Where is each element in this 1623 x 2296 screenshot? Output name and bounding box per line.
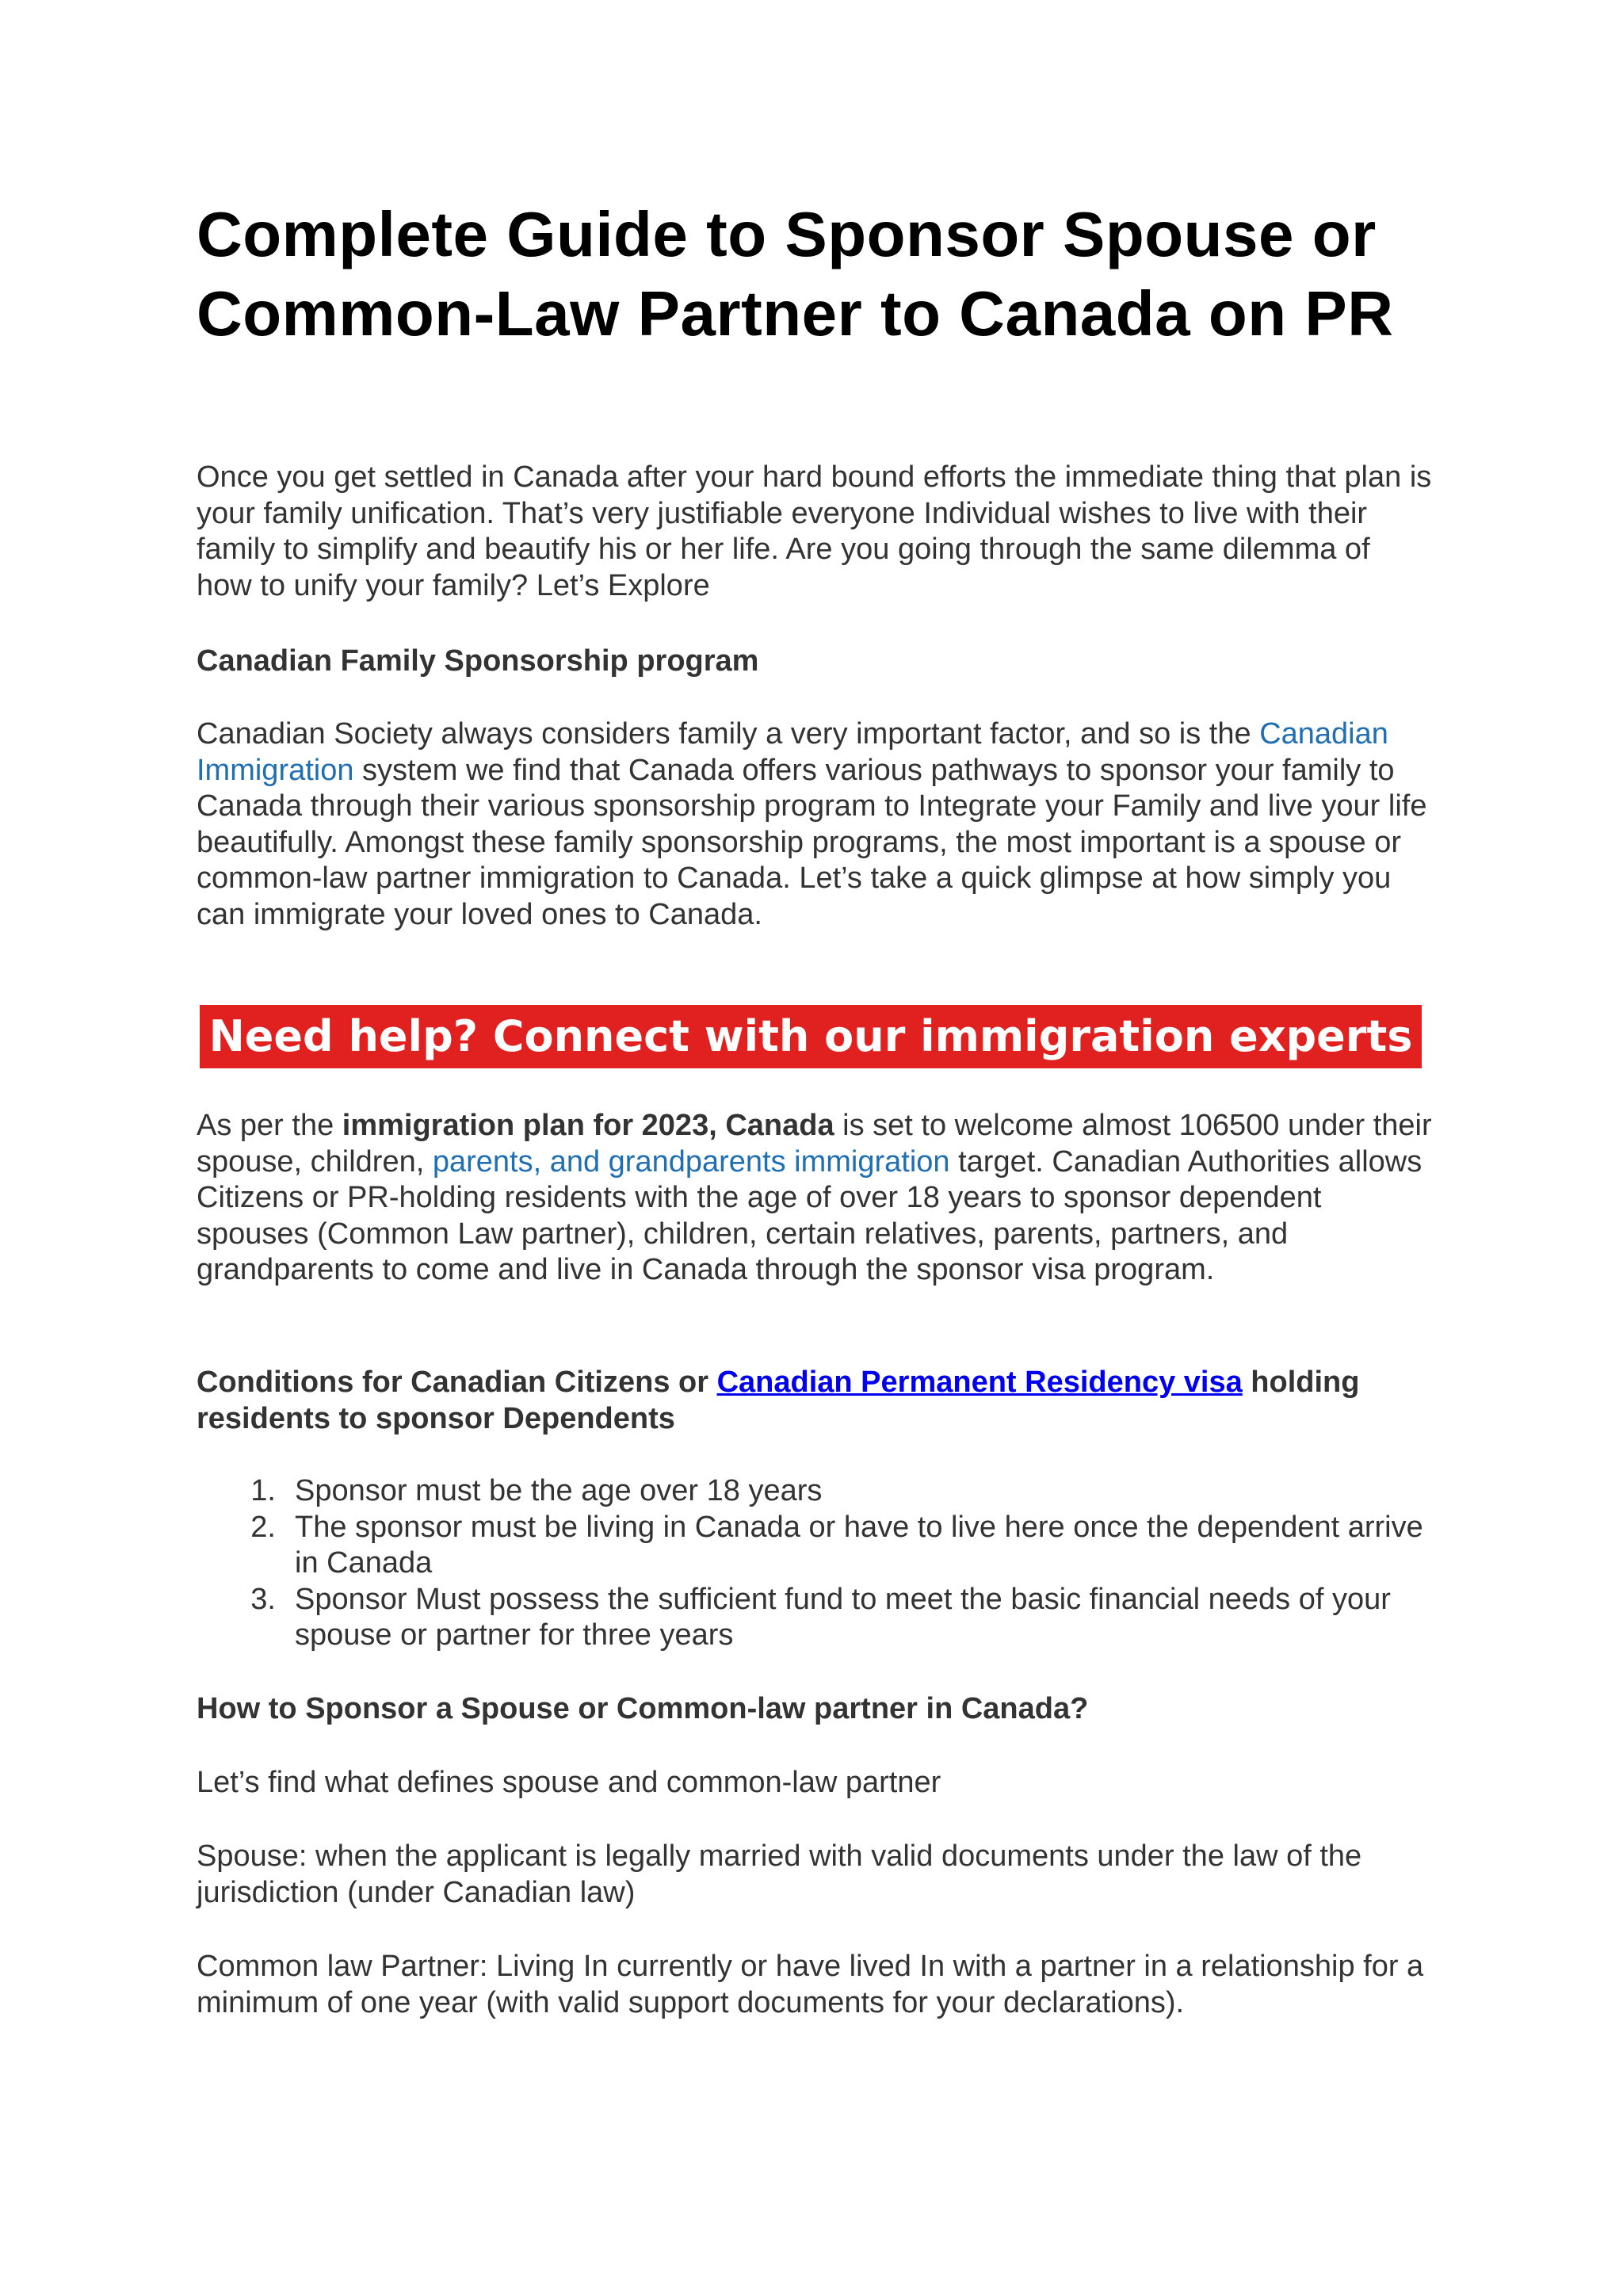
text-segment: is set to welcome almost 106500 under their spouse, children, [197, 1109, 1432, 1179]
list-number: 3. [250, 1582, 276, 1616]
spouse-definition-paragraph: Spouse: when the applicant is legally married with valid documents under the law of the jurisdiction (under Canadian law) [197, 1839, 1362, 1909]
list-number: 2. [250, 1510, 276, 1544]
list-item-text: The sponsor must be living in Canada or have to live here once the dependent arrive in Canada [295, 1510, 1423, 1580]
text-segment: holding residents to sponsor Dependents [197, 1366, 1360, 1435]
text-segment: system we find that Canada offers various pathways to sponsor your family to Canada through their various sponsorship program to Integrate your Family and live your life beautifully. Amongst these family sponsorship programs, the most important is a spouse or common-law partner immigration to Canada. Let’s take a quick glimpse at how simply you can immigrate your loved ones to Canada. [197, 753, 1427, 931]
need-help-banner[interactable]: Need help? Connect with our immigration experts [200, 1005, 1422, 1068]
family-sponsorship-heading: Canadian Family Sponsorship program [197, 644, 759, 678]
list-item [197, 1582, 1433, 1654]
conditions-heading [197, 1365, 1433, 1437]
immigration-plan-paragraph [197, 1108, 1433, 1289]
common-law-definition-paragraph: Common law Partner: Living In currently or have lived In with a partner in a relationship for a minimum of one year (with valid support documents for your declarations). [197, 1950, 1424, 2019]
definitions-paragraph: Let’s find what defines spouse and common-law partner [197, 1766, 941, 1799]
canadian-immigration-link[interactable]: Canadian Immigration [197, 717, 1388, 787]
list-item [197, 1510, 1433, 1582]
list-item [197, 1473, 1433, 1510]
intro-paragraph: Once you get settled in Canada after your hard bound efforts the immediate thing that plan is your family unification. That’s very justifiable everyone Individual wishes to live with their family to simplify and beautify his or her life. Are you going through the same dilemma of how to unify your family? Let’s Explore [197, 460, 1432, 602]
text-segment: Conditions for Canadian Citizens or [197, 1366, 717, 1399]
list-item-text: Sponsor must be the age over 18 years [295, 1474, 823, 1507]
family-sponsorship-paragraph [197, 716, 1433, 933]
conditions-list [197, 1473, 1433, 1654]
list-item-text: Sponsor Must possess the sufficient fund to meet the basic financial needs of your spouse or partner for three years [295, 1582, 1391, 1652]
text-segment: As per the [197, 1109, 342, 1142]
how-to-sponsor-heading: How to Sponsor a Spouse or Common-law partner in Canada? [197, 1692, 1089, 1725]
list-number: 1. [250, 1474, 276, 1507]
immigration-plan-bold: immigration plan for 2023, Canada [342, 1109, 834, 1142]
text-segment: target. Canadian Authorities allows Citizens or PR-holding residents with the age of over 18 years to sponsor dependent spouses (Common Law partner), children, certain relatives, parents, partners, and grandparents to come and live in Canada through the sponsor visa program. [197, 1144, 1423, 1286]
permanent-residency-link[interactable]: Canadian Permanent Residency visa [716, 1366, 1243, 1399]
text-segment: Canadian Society always considers family a very important factor, and so is the [197, 717, 1260, 751]
parents-grandparents-link[interactable]: parents, and grandparents immigration [432, 1144, 950, 1179]
page-title: Complete Guide to Sponsor Spouse or Common-Law Partner to Canada on PR [197, 199, 1394, 349]
